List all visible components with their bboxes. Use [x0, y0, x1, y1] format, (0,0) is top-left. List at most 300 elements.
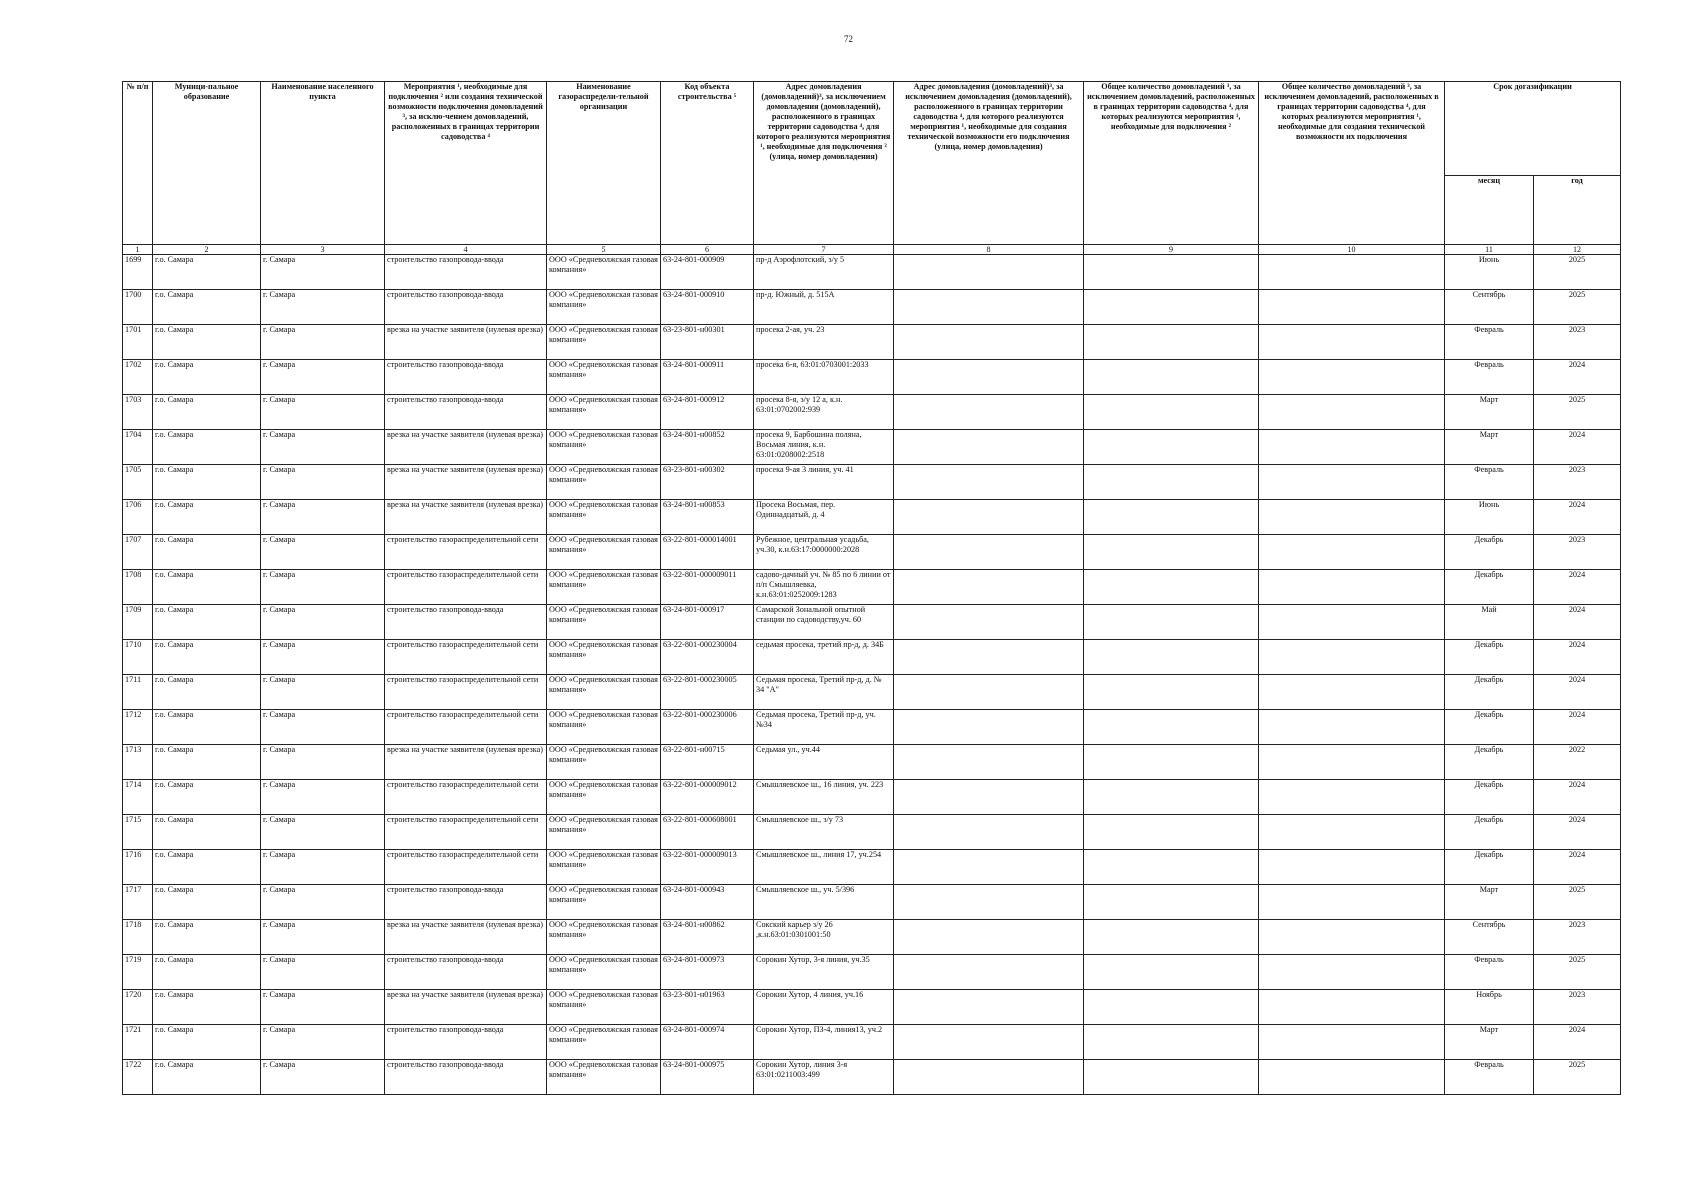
- row-number: 1707: [123, 535, 153, 570]
- row-number: 1718: [123, 920, 153, 955]
- settlement-cell: г. Самара: [261, 290, 385, 325]
- column-number: 6: [661, 245, 754, 255]
- row-number: 1716: [123, 850, 153, 885]
- address-cell: Просека Восьмая, пер. Одиннадцатый, д. 4: [754, 500, 894, 535]
- address-cell: Самарской Зональной опытной станции по садоводству,уч. 60: [754, 605, 894, 640]
- address-cell: Рубежное, центральная усадьба, уч.30, к.н.63:17:0000000:2028: [754, 535, 894, 570]
- address-tech-cell: [894, 920, 1084, 955]
- settlement-cell: г. Самара: [261, 710, 385, 745]
- address-tech-cell: [894, 535, 1084, 570]
- address-cell: пр-д. Южный, д. 515А: [754, 290, 894, 325]
- municipality-cell: г.о. Самара: [153, 710, 261, 745]
- address-cell: Седьмая ул., уч.44: [754, 745, 894, 780]
- count-tech-cell: [1259, 885, 1445, 920]
- event-cell: строительство газораспределительной сети: [385, 815, 547, 850]
- organization-cell: ООО «Средневолжская газовая компания»: [547, 710, 661, 745]
- year-cell: 2023: [1534, 990, 1621, 1025]
- address-tech-cell: [894, 430, 1084, 465]
- row-number: 1704: [123, 430, 153, 465]
- column-number: 11: [1445, 245, 1534, 255]
- count-tech-cell: [1259, 675, 1445, 710]
- settlement-cell: г. Самара: [261, 920, 385, 955]
- table-row: [123, 955, 1621, 990]
- month-cell: Март: [1445, 885, 1534, 920]
- organization-cell: ООО «Средневолжская газовая компания»: [547, 885, 661, 920]
- count-connection-cell: [1084, 325, 1259, 360]
- header-row-number: № п/п: [123, 82, 153, 245]
- count-tech-cell: [1259, 395, 1445, 430]
- year-cell: 2025: [1534, 1060, 1621, 1095]
- count-connection-cell: [1084, 850, 1259, 885]
- object-code-cell: 63-23-801-н00302: [661, 465, 754, 500]
- count-connection-cell: [1084, 1025, 1259, 1060]
- address-cell: Смышляевское ш., з/у 73: [754, 815, 894, 850]
- settlement-cell: г. Самара: [261, 745, 385, 780]
- column-number: 5: [547, 245, 661, 255]
- year-cell: 2024: [1534, 430, 1621, 465]
- column-number: 2: [153, 245, 261, 255]
- event-cell: строительство газораспределительной сети: [385, 535, 547, 570]
- settlement-cell: г. Самара: [261, 990, 385, 1025]
- organization-cell: ООО «Средневолжская газовая компания»: [547, 955, 661, 990]
- table-row: [123, 570, 1621, 605]
- settlement-cell: г. Самара: [261, 500, 385, 535]
- table-row: [123, 430, 1621, 465]
- month-cell: Декабрь: [1445, 675, 1534, 710]
- object-code-cell: 63-24-801-000974: [661, 1025, 754, 1060]
- address-cell: просека 6-я, 63:01:0703001:2033: [754, 360, 894, 395]
- event-cell: строительство газораспределительной сети: [385, 710, 547, 745]
- count-connection-cell: [1084, 605, 1259, 640]
- column-number: 1: [123, 245, 153, 255]
- address-tech-cell: [894, 1060, 1084, 1095]
- count-connection-cell: [1084, 780, 1259, 815]
- address-tech-cell: [894, 570, 1084, 605]
- address-cell: просека 9, Барбошина поляна, Восьмая линия, к.н. 63:01:0208002:2518: [754, 430, 894, 465]
- count-tech-cell: [1259, 955, 1445, 990]
- row-number: 1719: [123, 955, 153, 990]
- month-cell: Февраль: [1445, 325, 1534, 360]
- month-cell: Декабрь: [1445, 640, 1534, 675]
- month-cell: Июнь: [1445, 255, 1534, 290]
- event-cell: строительство газопровода-ввода: [385, 290, 547, 325]
- object-code-cell: 63-22-801-000009013: [661, 850, 754, 885]
- count-connection-cell: [1084, 430, 1259, 465]
- header-organization: Наименование газораспредели-тельной организации: [547, 82, 661, 245]
- header-event: Мероприятия ¹, необходимые для подключения ² или создания технической возможности подключения домовладений ³, за исклю-чением домовладений, расположенных в границах территории садоводства ⁴: [385, 82, 547, 245]
- settlement-cell: г. Самара: [261, 675, 385, 710]
- table-row: [123, 535, 1621, 570]
- month-cell: Февраль: [1445, 955, 1534, 990]
- count-connection-cell: [1084, 745, 1259, 780]
- column-number: 9: [1084, 245, 1259, 255]
- organization-cell: ООО «Средневолжская газовая компания»: [547, 430, 661, 465]
- count-tech-cell: [1259, 570, 1445, 605]
- event-cell: строительство газораспределительной сети: [385, 780, 547, 815]
- count-connection-cell: [1084, 395, 1259, 430]
- table-row: [123, 1060, 1621, 1095]
- object-code-cell: 63-22-801-000230004: [661, 640, 754, 675]
- column-number: 8: [894, 245, 1084, 255]
- municipality-cell: г.о. Самара: [153, 605, 261, 640]
- address-cell: пр-д Аэрофлотский, з/у 5: [754, 255, 894, 290]
- count-tech-cell: [1259, 1025, 1445, 1060]
- municipality-cell: г.о. Самара: [153, 955, 261, 990]
- month-cell: Сентябрь: [1445, 290, 1534, 325]
- address-tech-cell: [894, 465, 1084, 500]
- settlement-cell: г. Самара: [261, 325, 385, 360]
- row-number: 1705: [123, 465, 153, 500]
- month-cell: Декабрь: [1445, 570, 1534, 605]
- address-tech-cell: [894, 605, 1084, 640]
- object-code-cell: 63-24-801-н00852: [661, 430, 754, 465]
- count-connection-cell: [1084, 535, 1259, 570]
- address-cell: садово-дачный уч. № 85 по 6 линии от п/п Смышляевка, к.н.63:01:0252009:1283: [754, 570, 894, 605]
- count-tech-cell: [1259, 465, 1445, 500]
- address-cell: Сорокин Хутор, 4 линия, уч.16: [754, 990, 894, 1025]
- municipality-cell: г.о. Самара: [153, 850, 261, 885]
- organization-cell: ООО «Средневолжская газовая компания»: [547, 780, 661, 815]
- count-connection-cell: [1084, 500, 1259, 535]
- object-code-cell: 63-22-801-000009011: [661, 570, 754, 605]
- count-connection-cell: [1084, 360, 1259, 395]
- count-tech-cell: [1259, 920, 1445, 955]
- table-row: [123, 850, 1621, 885]
- object-code-cell: 63-22-801-000230005: [661, 675, 754, 710]
- address-cell: Сорокин Хутор, линия 3-я 63:01:0211003:499: [754, 1060, 894, 1095]
- municipality-cell: г.о. Самара: [153, 535, 261, 570]
- address-cell: просека 8-я, з/у 12 а, к.н. 63:01:0702002:939: [754, 395, 894, 430]
- header-month: месяц: [1445, 176, 1534, 245]
- municipality-cell: г.о. Самара: [153, 745, 261, 780]
- row-number: 1722: [123, 1060, 153, 1095]
- month-cell: Март: [1445, 395, 1534, 430]
- count-tech-cell: [1259, 710, 1445, 745]
- object-code-cell: 63-23-801-н01963: [661, 990, 754, 1025]
- row-number: 1702: [123, 360, 153, 395]
- row-number: 1712: [123, 710, 153, 745]
- object-code-cell: 63-24-801-000943: [661, 885, 754, 920]
- year-cell: 2023: [1534, 535, 1621, 570]
- count-tech-cell: [1259, 780, 1445, 815]
- header-municipality: Муници-пальное образование: [153, 82, 261, 245]
- municipality-cell: г.о. Самара: [153, 395, 261, 430]
- address-cell: просека 9-ая 3 линия, уч. 41: [754, 465, 894, 500]
- object-code-cell: 63-22-801-000230006: [661, 710, 754, 745]
- event-cell: строительство газопровода-ввода: [385, 360, 547, 395]
- year-cell: 2024: [1534, 640, 1621, 675]
- address-tech-cell: [894, 675, 1084, 710]
- municipality-cell: г.о. Самара: [153, 1025, 261, 1060]
- column-number: 4: [385, 245, 547, 255]
- table-row: [123, 815, 1621, 850]
- address-tech-cell: [894, 500, 1084, 535]
- settlement-cell: г. Самара: [261, 955, 385, 990]
- organization-cell: ООО «Средневолжская газовая компания»: [547, 815, 661, 850]
- address-tech-cell: [894, 745, 1084, 780]
- count-connection-cell: [1084, 990, 1259, 1025]
- object-code-cell: 63-22-801-000009012: [661, 780, 754, 815]
- count-connection-cell: [1084, 955, 1259, 990]
- organization-cell: ООО «Средневолжская газовая компания»: [547, 535, 661, 570]
- object-code-cell: 63-24-801-000909: [661, 255, 754, 290]
- event-cell: строительство газопровода-ввода: [385, 885, 547, 920]
- address-tech-cell: [894, 325, 1084, 360]
- table-row: [123, 675, 1621, 710]
- municipality-cell: г.о. Самара: [153, 1060, 261, 1095]
- address-tech-cell: [894, 395, 1084, 430]
- municipality-cell: г.о. Самара: [153, 640, 261, 675]
- count-connection-cell: [1084, 290, 1259, 325]
- settlement-cell: г. Самара: [261, 605, 385, 640]
- event-cell: строительство газопровода-ввода: [385, 1025, 547, 1060]
- municipality-cell: г.о. Самара: [153, 360, 261, 395]
- row-number: 1703: [123, 395, 153, 430]
- count-tech-cell: [1259, 745, 1445, 780]
- table-row: [123, 1025, 1621, 1060]
- month-cell: Декабрь: [1445, 850, 1534, 885]
- organization-cell: ООО «Средневолжская газовая компания»: [547, 465, 661, 500]
- count-tech-cell: [1259, 290, 1445, 325]
- table-row: [123, 710, 1621, 745]
- object-code-cell: 63-24-801-н00853: [661, 500, 754, 535]
- year-cell: 2025: [1534, 885, 1621, 920]
- count-connection-cell: [1084, 640, 1259, 675]
- count-connection-cell: [1084, 465, 1259, 500]
- object-code-cell: 63-22-801-н00715: [661, 745, 754, 780]
- count-tech-cell: [1259, 990, 1445, 1025]
- event-cell: строительство газопровода-ввода: [385, 395, 547, 430]
- event-cell: строительство газораспределительной сети: [385, 850, 547, 885]
- event-cell: врезка на участке заявителя (нулевая врезка): [385, 920, 547, 955]
- table-row: [123, 920, 1621, 955]
- month-cell: Декабрь: [1445, 535, 1534, 570]
- count-tech-cell: [1259, 500, 1445, 535]
- month-cell: Сентябрь: [1445, 920, 1534, 955]
- municipality-cell: г.о. Самара: [153, 675, 261, 710]
- table-row: [123, 255, 1621, 290]
- event-cell: врезка на участке заявителя (нулевая врезка): [385, 745, 547, 780]
- organization-cell: ООО «Средневолжская газовая компания»: [547, 360, 661, 395]
- settlement-cell: г. Самара: [261, 395, 385, 430]
- organization-cell: ООО «Средневолжская газовая компания»: [547, 325, 661, 360]
- table-row: [123, 780, 1621, 815]
- organization-cell: ООО «Средневолжская газовая компания»: [547, 570, 661, 605]
- object-code-cell: 63-23-801-н00301: [661, 325, 754, 360]
- year-cell: 2024: [1534, 570, 1621, 605]
- year-cell: 2025: [1534, 955, 1621, 990]
- address-tech-cell: [894, 1025, 1084, 1060]
- table-body: [123, 255, 1621, 1095]
- table-row: [123, 990, 1621, 1025]
- table-row: [123, 465, 1621, 500]
- table-row: [123, 605, 1621, 640]
- organization-cell: ООО «Средневолжская газовая компания»: [547, 920, 661, 955]
- event-cell: строительство газопровода-ввода: [385, 1060, 547, 1095]
- address-cell: Сорокин Хутор, ПЗ-4, линия13, уч.2: [754, 1025, 894, 1060]
- count-tech-cell: [1259, 360, 1445, 395]
- organization-cell: ООО «Средневолжская газовая компания»: [547, 745, 661, 780]
- month-cell: Февраль: [1445, 1060, 1534, 1095]
- event-cell: строительство газопровода-ввода: [385, 605, 547, 640]
- table-row: [123, 290, 1621, 325]
- address-cell: Сорокин Хутор, 3-я линия, уч.35: [754, 955, 894, 990]
- object-code-cell: 63-24-801-000917: [661, 605, 754, 640]
- year-cell: 2024: [1534, 605, 1621, 640]
- address-cell: Сокский карьер з/у 26 ,к.н.63:01:0301001:50: [754, 920, 894, 955]
- month-cell: Февраль: [1445, 465, 1534, 500]
- address-cell: Смышляевское ш., уч. 5/396: [754, 885, 894, 920]
- count-connection-cell: [1084, 255, 1259, 290]
- event-cell: врезка на участке заявителя (нулевая врезка): [385, 325, 547, 360]
- header-count-tech: Общее количество домовладений ³, за исключением домовладений, расположенных в границах территории садоводства ⁴, для которых реализуются мероприятия ¹, необходимые для создания технической возможности их подключения: [1259, 82, 1445, 245]
- settlement-cell: г. Самара: [261, 430, 385, 465]
- settlement-cell: г. Самара: [261, 465, 385, 500]
- table-row: [123, 885, 1621, 920]
- object-code-cell: 63-24-801-000912: [661, 395, 754, 430]
- address-cell: седьмая просека, третий пр-д, д. 34Б: [754, 640, 894, 675]
- settlement-cell: г. Самара: [261, 360, 385, 395]
- organization-cell: ООО «Средневолжская газовая компания»: [547, 290, 661, 325]
- count-connection-cell: [1084, 675, 1259, 710]
- header-count-connection: Общее количество домовладений ³, за исключением домовладений, расположенных в границах территории садоводства ⁴, для которых реализуются мероприятия ¹, необходимые для подключения ²: [1084, 82, 1259, 245]
- organization-cell: ООО «Средневолжская газовая компания»: [547, 500, 661, 535]
- object-code-cell: 63-24-801-000910: [661, 290, 754, 325]
- settlement-cell: г. Самара: [261, 850, 385, 885]
- address-cell: Седьмая просека, Третий пр-д, д. № 34 "А": [754, 675, 894, 710]
- table-row: [123, 360, 1621, 395]
- header-address-tech: Адрес домовладения (домовладений)³, за исключением домовладения (домовладений), расположенного в границах территории садоводства ⁴, для которого реализуются мероприятия ¹, необходимые для создания технической возможности его подключения (улица, номер домовладения): [894, 82, 1084, 245]
- count-connection-cell: [1084, 885, 1259, 920]
- row-number: 1709: [123, 605, 153, 640]
- count-connection-cell: [1084, 920, 1259, 955]
- municipality-cell: г.о. Самара: [153, 430, 261, 465]
- row-number: 1720: [123, 990, 153, 1025]
- header-year: год: [1534, 176, 1621, 245]
- table-row: [123, 500, 1621, 535]
- table-header: [123, 82, 1621, 255]
- row-number: 1713: [123, 745, 153, 780]
- organization-cell: ООО «Средневолжская газовая компания»: [547, 990, 661, 1025]
- object-code-cell: 63-24-801-000973: [661, 955, 754, 990]
- municipality-cell: г.о. Самара: [153, 500, 261, 535]
- municipality-cell: г.о. Самара: [153, 780, 261, 815]
- gasification-table: [122, 81, 1621, 1095]
- settlement-cell: г. Самара: [261, 1060, 385, 1095]
- row-number: 1700: [123, 290, 153, 325]
- object-code-cell: 63-22-801-000014001: [661, 535, 754, 570]
- organization-cell: ООО «Средневолжская газовая компания»: [547, 1060, 661, 1095]
- object-code-cell: 63-24-801-000975: [661, 1060, 754, 1095]
- settlement-cell: г. Самара: [261, 535, 385, 570]
- row-number: 1699: [123, 255, 153, 290]
- count-tech-cell: [1259, 255, 1445, 290]
- year-cell: 2025: [1534, 395, 1621, 430]
- table-row: [123, 745, 1621, 780]
- settlement-cell: г. Самара: [261, 570, 385, 605]
- row-number: 1706: [123, 500, 153, 535]
- column-number: 12: [1534, 245, 1621, 255]
- organization-cell: ООО «Средневолжская газовая компания»: [547, 640, 661, 675]
- year-cell: 2024: [1534, 710, 1621, 745]
- count-tech-cell: [1259, 815, 1445, 850]
- row-number: 1708: [123, 570, 153, 605]
- row-number: 1714: [123, 780, 153, 815]
- count-tech-cell: [1259, 640, 1445, 675]
- count-connection-cell: [1084, 815, 1259, 850]
- settlement-cell: г. Самара: [261, 885, 385, 920]
- event-cell: строительство газораспределительной сети: [385, 675, 547, 710]
- header-deadline: Срок догазификации: [1445, 82, 1621, 176]
- count-tech-cell: [1259, 1060, 1445, 1095]
- count-tech-cell: [1259, 325, 1445, 360]
- organization-cell: ООО «Средневолжская газовая компания»: [547, 605, 661, 640]
- column-number: 3: [261, 245, 385, 255]
- address-tech-cell: [894, 710, 1084, 745]
- year-cell: 2024: [1534, 675, 1621, 710]
- month-cell: Март: [1445, 430, 1534, 465]
- header-object-code: Код объекта строительства ⁵: [661, 82, 754, 245]
- address-cell: Смышляевское ш., 16 линия, уч. 223: [754, 780, 894, 815]
- year-cell: 2025: [1534, 290, 1621, 325]
- year-cell: 2023: [1534, 465, 1621, 500]
- row-number: 1711: [123, 675, 153, 710]
- year-cell: 2024: [1534, 780, 1621, 815]
- year-cell: 2023: [1534, 325, 1621, 360]
- column-number: 10: [1259, 245, 1445, 255]
- event-cell: строительство газораспределительной сети: [385, 640, 547, 675]
- row-number: 1717: [123, 885, 153, 920]
- header-settlement: Наименование населенного пункта: [261, 82, 385, 245]
- month-cell: Июнь: [1445, 500, 1534, 535]
- object-code-cell: 63-24-801-000911: [661, 360, 754, 395]
- year-cell: 2024: [1534, 1025, 1621, 1060]
- settlement-cell: г. Самара: [261, 780, 385, 815]
- count-tech-cell: [1259, 605, 1445, 640]
- year-cell: 2024: [1534, 500, 1621, 535]
- organization-cell: ООО «Средневолжская газовая компания»: [547, 850, 661, 885]
- row-number: 1710: [123, 640, 153, 675]
- row-number: 1701: [123, 325, 153, 360]
- event-cell: врезка на участке заявителя (нулевая врезка): [385, 990, 547, 1025]
- month-cell: Март: [1445, 1025, 1534, 1060]
- month-cell: Май: [1445, 605, 1534, 640]
- municipality-cell: г.о. Самара: [153, 885, 261, 920]
- address-tech-cell: [894, 850, 1084, 885]
- settlement-cell: г. Самара: [261, 255, 385, 290]
- organization-cell: ООО «Средневолжская газовая компания»: [547, 255, 661, 290]
- month-cell: Декабрь: [1445, 710, 1534, 745]
- event-cell: врезка на участке заявителя (нулевая врезка): [385, 500, 547, 535]
- object-code-cell: 63-22-801-000608001: [661, 815, 754, 850]
- organization-cell: ООО «Средневолжская газовая компания»: [547, 1025, 661, 1060]
- table-row: [123, 395, 1621, 430]
- year-cell: 2024: [1534, 850, 1621, 885]
- address-cell: просека 2-ая, уч. 23: [754, 325, 894, 360]
- address-tech-cell: [894, 885, 1084, 920]
- address-cell: Смышляевское ш., линия 17, уч.254: [754, 850, 894, 885]
- organization-cell: ООО «Средневолжская газовая компания»: [547, 675, 661, 710]
- object-code-cell: 63-24-801-н00862: [661, 920, 754, 955]
- table-row: [123, 325, 1621, 360]
- year-cell: 2024: [1534, 360, 1621, 395]
- table-row: [123, 640, 1621, 675]
- address-tech-cell: [894, 955, 1084, 990]
- municipality-cell: г.о. Самара: [153, 325, 261, 360]
- row-number: 1715: [123, 815, 153, 850]
- address-tech-cell: [894, 640, 1084, 675]
- column-number: 7: [754, 245, 894, 255]
